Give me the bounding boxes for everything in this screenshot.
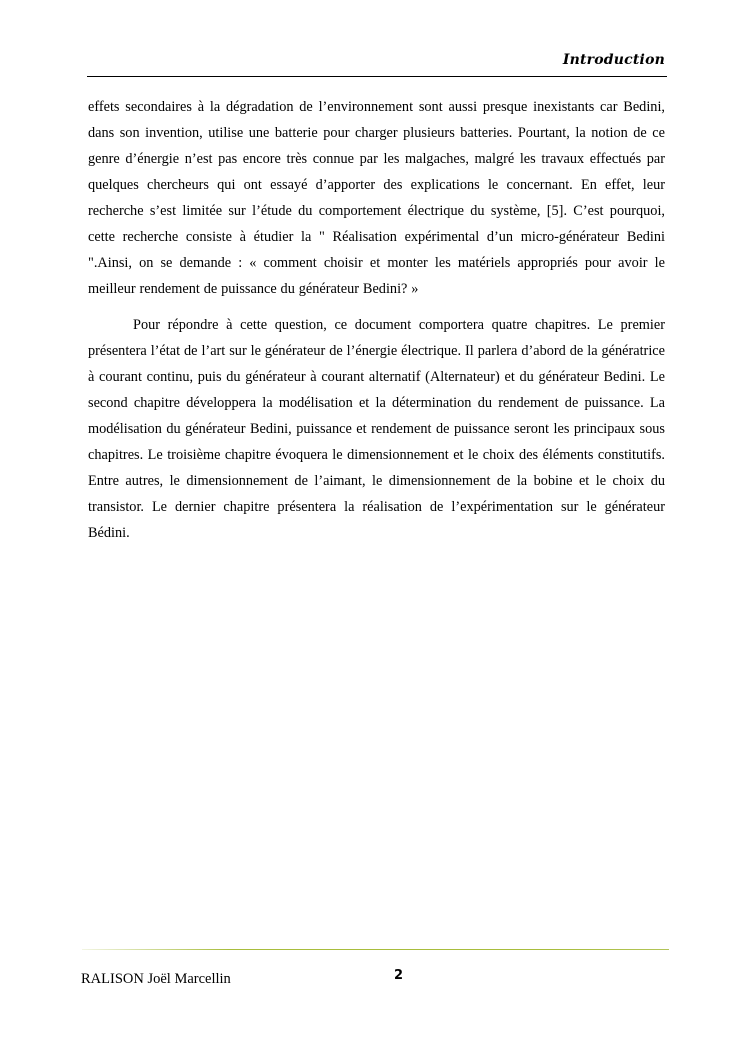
page-number: 2: [394, 968, 404, 983]
paragraph: Pour répondre à cette question, ce document comportera quatre chapitres. Le premier présentera l’état de l’art sur le générateur de l’énergie électrique. Il parlera d’abord de la génératrice à courant continu, puis du générateur à courant alternatif (Alternateur) et du générateur Bedini. Le second chapitre développera la modélisation et la détermination du rendement de puissance. La modélisation du générateur Bedini, puissance et rendement de puissance seront les principaux sous chapitres. Le troisième chapitre évoquera le dimensionnement et le choix des éléments constitutifs. Entre autres, le dimensionnement de l’aimant, le dimensionnement de la bobine et le choix du transistor. Le dernier chapitre présentera la réalisation de l’expérimentation sur le générateur Bédini.: [88, 317, 665, 541]
page-header-title: Introduction: [562, 52, 665, 68]
header-divider: [87, 76, 667, 77]
paragraph: effets secondaires à la dégradation de l’environnement sont aussi presque inexistants car Bedini, dans son invention, utilise une batterie pour charger plusieurs batteries. Pourtant, la notion de ce genre d’énergie n’est pas encore très connue par les malgaches, malgré les travaux effectués par quelques chercheurs qui ont essayé d’apporter des explications le concernant. En effet, leur recherche s’est limitée sur l’étude du comportement électrique du système, [5]. C’est pourquoi, cette recherche consiste à étudier la " Réalisation expérimental d’un micro-générateur Bedini ".Ainsi, on se demande : « comment choisir et monter les matériels appropriés pour avoir le meilleur rendement de puissance du générateur Bedini? »: [88, 99, 665, 297]
document-body: [88, 94, 665, 546]
footer-divider: [82, 949, 669, 950]
footer-author: RALISON Joël Marcellin: [81, 971, 231, 987]
